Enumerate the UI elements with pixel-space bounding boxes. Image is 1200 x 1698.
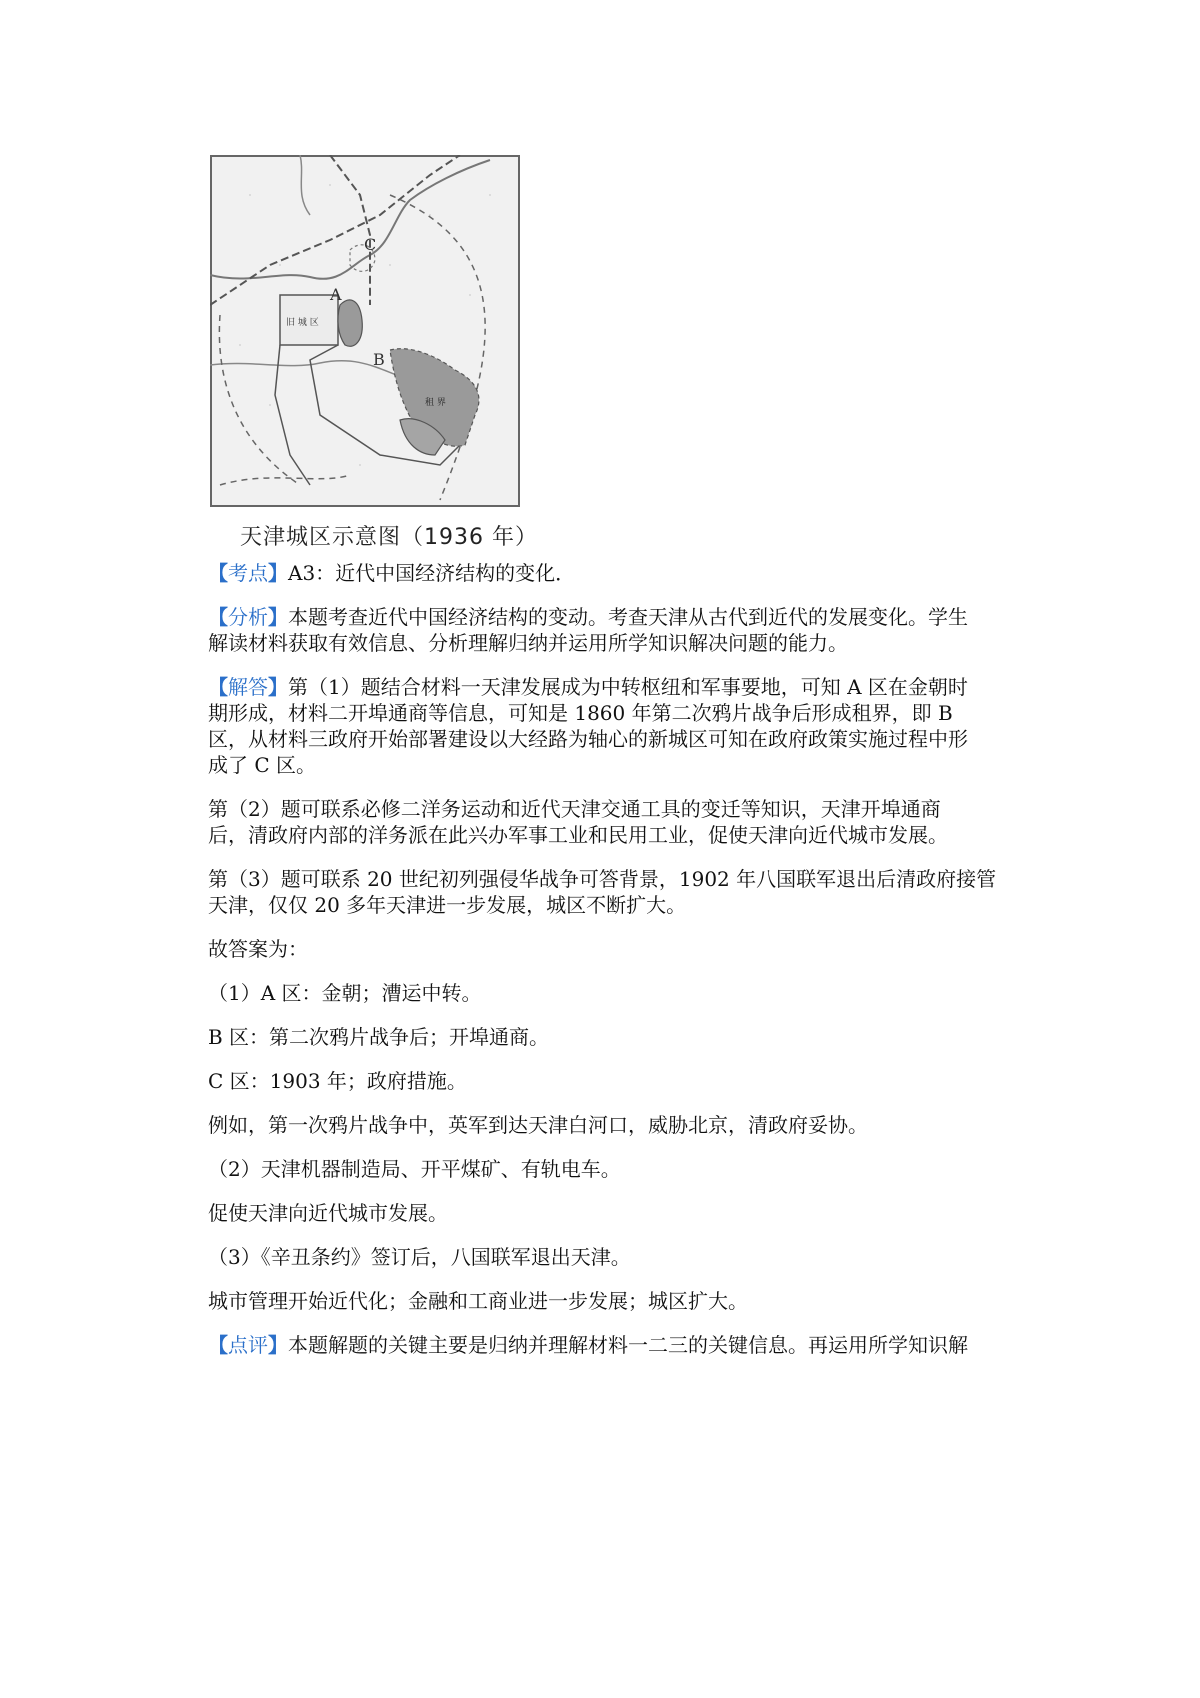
text-line — [208, 726, 1028, 752]
paragraph — [208, 936, 1028, 962]
paragraph — [208, 1244, 1028, 1270]
line-text: 故答案为： — [208, 937, 308, 961]
section-tag-jieda: 【解答】 — [208, 675, 288, 699]
paragraph — [208, 560, 1028, 586]
line-text: 本题考查近代中国经济结构的变动。考查天津从古代到近代的发展变化。学生 — [288, 605, 968, 629]
text-line — [208, 700, 1028, 726]
text-line — [208, 1112, 1028, 1138]
paragraph — [208, 1068, 1028, 1094]
text-line — [208, 1156, 1028, 1182]
text-line — [208, 1024, 1028, 1050]
paragraph — [208, 1156, 1028, 1182]
section-tag-kaodian: 【考点】 — [208, 561, 288, 585]
line-text: B 区：第二次鸦片战争后；开埠通商。 — [208, 1025, 550, 1049]
label-b: B — [373, 350, 385, 369]
section-line-review — [208, 1332, 1028, 1358]
text-line — [208, 1244, 1028, 1270]
label-a: A — [330, 285, 342, 304]
section-line-fenxi — [208, 604, 1028, 630]
text-line — [208, 630, 1028, 656]
text-line — [208, 936, 1028, 962]
text-line — [208, 892, 1028, 918]
line-text: 第（2）题可联系必修二洋务运动和近代天津交通工具的变迁等知识，天津开埠通商 — [208, 797, 941, 821]
text-line — [208, 1288, 1028, 1314]
section-line-jieda — [208, 674, 1028, 700]
area-a-shaded — [338, 300, 362, 346]
text-line — [208, 822, 1028, 848]
paragraph — [208, 796, 1028, 848]
paragraph — [208, 604, 1028, 656]
text-line — [208, 796, 1028, 822]
line-text: 天津，仅仅 20 多年天津进一步发展，城区不断扩大。 — [208, 893, 687, 917]
line-text: 解读材料获取有效信息、分析理解归纳并运用所学知识解决问题的能力。 — [208, 631, 848, 655]
text-line — [208, 752, 1028, 778]
paragraph — [208, 1288, 1028, 1314]
line-text: 后，清政府内部的洋务派在此兴办军事工业和民用工业，促使天津向近代城市发展。 — [208, 823, 948, 847]
line-text: 促使天津向近代城市发展。 — [208, 1201, 448, 1225]
line-text: 城市管理开始近代化；金融和工商业进一步发展；城区扩大。 — [208, 1289, 748, 1313]
paragraph — [208, 1024, 1028, 1050]
answer-text — [208, 560, 1028, 1358]
line-text: 第（1）题结合材料一天津发展成为中转枢纽和军事要地，可知 A 区在金朝时 — [288, 675, 968, 699]
section-tag-fenxi: 【分析】 — [208, 605, 288, 629]
tianjin-map-figure — [210, 155, 520, 507]
text-line — [208, 1068, 1028, 1094]
label-concession: 租 界 — [425, 398, 446, 408]
line-text: C 区：1903 年；政府措施。 — [208, 1069, 467, 1093]
label-old-city: 旧 城 区 — [286, 318, 319, 328]
line-text: 区，从材料三政府开始部署建设以大经路为轴心的新城区可知在政府政策实施过程中形 — [208, 727, 968, 751]
paragraph — [208, 1112, 1028, 1138]
label-c: C — [364, 235, 377, 254]
line-text: （3）《辛丑条约》签订后，八国联军退出天津。 — [208, 1245, 631, 1269]
paragraph — [208, 866, 1028, 918]
line-text: 本题解题的关键主要是归纳并理解材料一二三的关键信息。再运用所学知识解 — [288, 1333, 968, 1357]
line-text: （2）天津机器制造局、开平煤矿、有轨电车。 — [208, 1157, 621, 1181]
line-text: 期形成，材料二开埠通商等信息，可知是 1860 年第二次鸦片战争后形成租界，即 B — [208, 701, 953, 725]
map-drawing — [210, 155, 520, 507]
section-tag-review: 【点评】 — [208, 1333, 288, 1357]
text-line — [208, 866, 1028, 892]
paragraph — [208, 980, 1028, 1006]
line-text: （1）A 区：金朝；漕运中转。 — [208, 981, 482, 1005]
line-text: A3：近代中国经济结构的变化． — [288, 561, 576, 585]
text-line — [208, 980, 1028, 1006]
section-line-kaodian — [208, 560, 1028, 586]
paragraph — [208, 674, 1028, 778]
paragraph — [208, 1200, 1028, 1226]
line-text: 第（3）题可联系 20 世纪初列强侵华战争可答背景，1902 年八国联军退出后清政府接管 — [208, 867, 997, 891]
map-frame — [211, 156, 519, 506]
text-line — [208, 1200, 1028, 1226]
figure-caption: 天津城区示意图（1936 年） — [240, 525, 538, 550]
line-text: 例如，第一次鸦片战争中，英军到达天津白河口，威胁北京，清政府妥协。 — [208, 1113, 868, 1137]
line-text: 成了 C 区。 — [208, 753, 317, 777]
paragraph — [208, 1332, 1028, 1358]
